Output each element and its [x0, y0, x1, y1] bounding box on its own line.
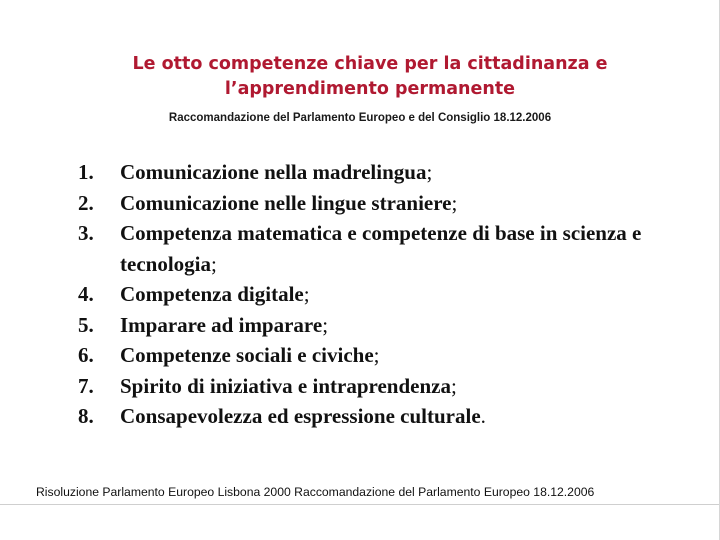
item-number: 2.: [78, 190, 94, 215]
item-punctuation: ;: [322, 312, 329, 337]
item-number: 1.: [78, 160, 94, 184]
list-item: [78, 157, 658, 188]
item-text: Comunicazione nelle lingue straniere: [120, 190, 452, 215]
list-item: [78, 310, 658, 341]
item-number: 4.: [78, 282, 94, 306]
item-number: 7.: [78, 373, 94, 398]
item-number: 3.: [78, 221, 94, 245]
item-punctuation: ;: [303, 282, 310, 306]
item-text: Spirito di iniziativa e intraprendenza: [120, 373, 451, 398]
item-text: Imparare ad imparare: [120, 312, 323, 337]
item-text: Competenza digitale: [120, 282, 304, 306]
competences-list: [78, 157, 658, 432]
item-punctuation: .: [480, 404, 486, 428]
item-text: Competenze sociali e civiche: [120, 343, 374, 367]
item-punctuation: ;: [210, 251, 217, 276]
item-punctuation: ;: [373, 343, 380, 367]
item-punctuation: ;: [451, 190, 458, 215]
list-item: [78, 371, 658, 402]
item-text: Consapevolezza ed espressione culturale: [120, 404, 481, 428]
slide-subtitle: Raccomandazione del Parlamento Europeo e del Consiglio 18.12.2006: [168, 112, 552, 124]
list-item: [78, 218, 658, 279]
list-item: [78, 340, 658, 371]
item-number: 8.: [78, 404, 94, 428]
list-item: [78, 401, 658, 432]
slide-footer: Risoluzione Parlamento Europeo Lisbona 2000 Raccomandazione del Parlamento Europeo 18.12.2006: [36, 485, 595, 499]
item-punctuation: ;: [426, 160, 433, 184]
slide-title: Le otto competenze chiave per la cittadinanza e l’apprendimento permanente: [132, 54, 608, 99]
item-number: 5.: [78, 312, 94, 337]
item-text: Comunicazione nella madrelingua: [120, 160, 427, 184]
list-item: [78, 279, 658, 310]
footer-divider: [0, 504, 720, 505]
list-item: [78, 188, 658, 219]
item-number: 6.: [78, 343, 94, 367]
item-punctuation: ;: [450, 373, 457, 398]
item-text: Competenza matematica e competenze di base in scienza e tecnologia: [120, 221, 642, 276]
